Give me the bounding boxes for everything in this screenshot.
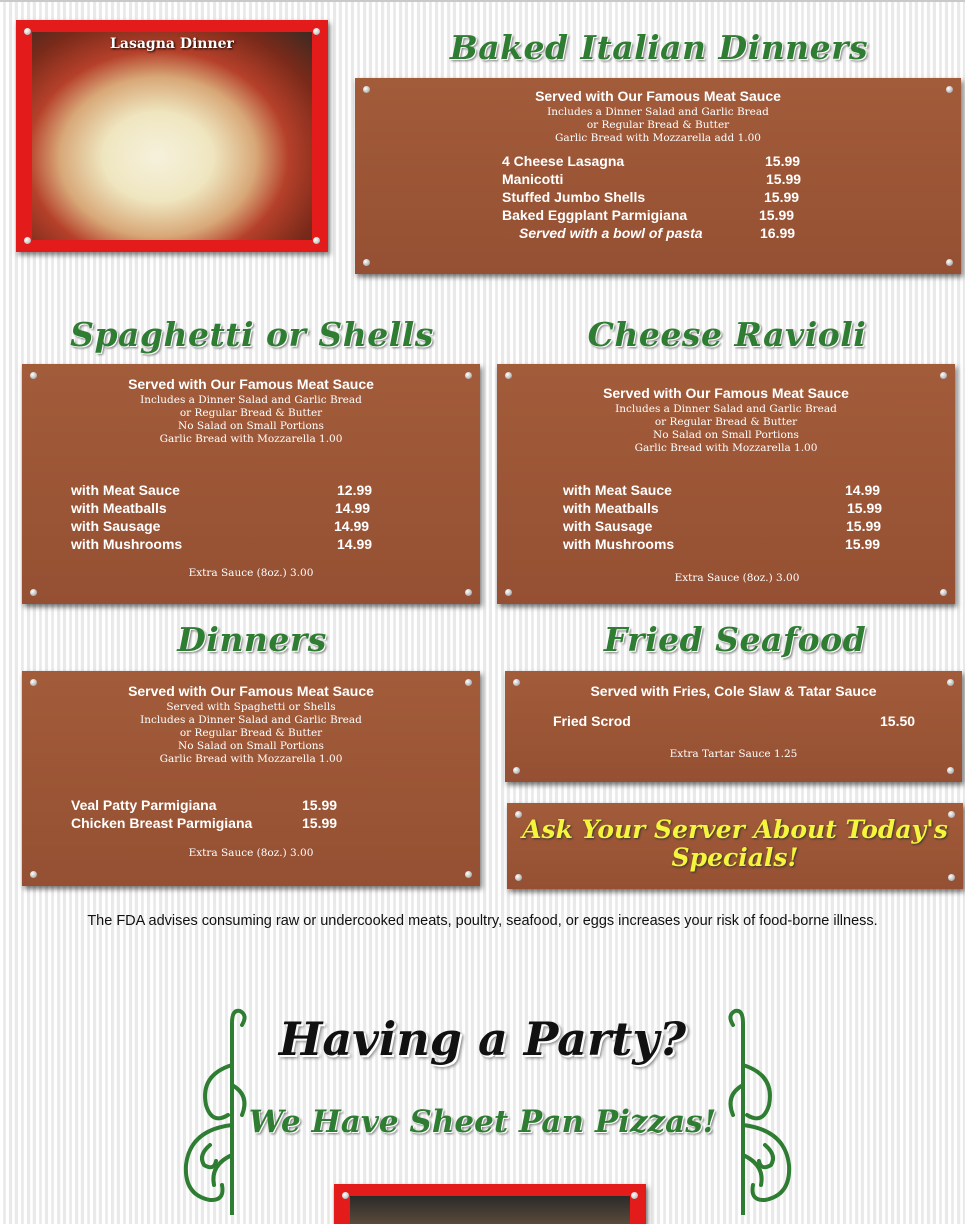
party-title: Having a Party?	[278, 1012, 687, 1066]
top-divider	[0, 0, 965, 2]
menu-item-price: 15.99	[302, 797, 338, 813]
pushpin-icon	[947, 767, 954, 774]
seafood-title: Fried Seafood	[603, 620, 867, 659]
pushpin-icon	[948, 874, 955, 881]
ravioli-note: or Regular Bread & Butter	[654, 416, 798, 428]
ravioli-note: Garlic Bread with Mozzarella 1.00	[634, 442, 818, 454]
menu-item-name: Fried Scrod	[553, 713, 631, 729]
baked-board	[355, 78, 961, 274]
menu-item-name: Veal Patty Parmigiana	[71, 797, 217, 813]
ravioli-extra: Extra Sauce (8oz.) 3.00	[674, 572, 800, 584]
menu-item-name: with Sausage	[71, 518, 161, 534]
baked-header: Served with Our Famous Meat Sauce	[535, 88, 781, 104]
spaghetti-extra: Extra Sauce (8oz.) 3.00	[188, 567, 314, 579]
photo-caption: Lasagna Dinner	[110, 36, 234, 52]
pushpin-icon	[30, 871, 37, 878]
specials-line1: Ask Your Server About Today's	[522, 815, 948, 844]
pushpin-icon	[30, 589, 37, 596]
ravioli-note: No Salad on Small Portions	[653, 429, 799, 441]
menu-item-name: Stuffed Jumbo Shells	[502, 189, 646, 205]
menu-item-price: 15.99	[302, 815, 338, 831]
menu-item-price: 14.99	[335, 500, 371, 516]
menu-item-price: 15.99	[845, 536, 881, 552]
pushpin-icon	[505, 589, 512, 596]
dinners-note: Garlic Bread with Mozzarella 1.00	[159, 753, 343, 765]
specials-board	[507, 803, 963, 889]
menu-item-name: with Sausage	[563, 518, 653, 534]
dinners-board	[22, 671, 480, 886]
pushpin-icon	[313, 237, 320, 244]
baked-title: Baked Italian Dinners	[449, 28, 869, 67]
pushpin-icon	[24, 237, 31, 244]
menu-item-price: 15.99	[766, 171, 802, 187]
dinners-title: Dinners	[177, 620, 327, 659]
dinners-extra: Extra Sauce (8oz.) 3.00	[188, 847, 314, 859]
menu-item-name: with Meatballs	[563, 500, 659, 516]
menu-item-price: 15.99	[764, 189, 800, 205]
lasagna-photo-frame	[16, 20, 328, 252]
seafood-extra: Extra Tartar Sauce 1.25	[669, 748, 798, 760]
baked-note: Garlic Bread with Mozzarella add 1.00	[555, 132, 761, 144]
pushpin-icon	[513, 767, 520, 774]
ravioli-title: Cheese Ravioli	[587, 315, 867, 354]
dinners-note: Includes a Dinner Salad and Garlic Bread	[140, 714, 362, 726]
baked-note: or Regular Bread & Butter	[586, 119, 730, 131]
ravioli-header: Served with Our Famous Meat Sauce	[603, 385, 849, 401]
pushpin-icon	[631, 1192, 638, 1199]
spaghetti-note: No Salad on Small Portions	[178, 420, 324, 432]
pushpin-icon	[505, 372, 512, 379]
menu-item-name: with Meat Sauce	[71, 482, 180, 498]
pushpin-icon	[946, 259, 953, 266]
menu-item-price: 16.99	[760, 225, 796, 241]
dinners-note: No Salad on Small Portions	[178, 740, 324, 752]
menu-item-name: with Meatballs	[71, 500, 167, 516]
menu-item-price: 15.99	[765, 153, 801, 169]
menu-item-price: 15.99	[847, 500, 883, 516]
pushpin-icon	[342, 1192, 349, 1199]
menu-item-name: with Meat Sauce	[563, 482, 672, 498]
ravioli-board	[497, 364, 955, 604]
pushpin-icon	[465, 589, 472, 596]
spaghetti-title: Spaghetti or Shells	[70, 315, 434, 354]
spaghetti-header: Served with Our Famous Meat Sauce	[128, 376, 374, 392]
menu-item-name: Baked Eggplant Parmigiana	[502, 207, 688, 223]
pushpin-icon	[465, 871, 472, 878]
fda-advisory: The FDA advises consuming raw or undercooked meats, poultry, seafood, or eggs increases your risk of food-borne illness.	[87, 913, 878, 929]
menu-item-name: Chicken Breast Parmigiana	[71, 815, 253, 831]
lasagna-photo	[32, 32, 312, 240]
pushpin-icon	[24, 28, 31, 35]
pushpin-icon	[940, 372, 947, 379]
spaghetti-board	[22, 364, 480, 604]
pizza-photo	[350, 1196, 630, 1224]
dinners-note: Served with Spaghetti or Shells	[166, 701, 336, 713]
menu-item-name: with Mushrooms	[563, 536, 675, 552]
party-subtitle: We Have Sheet Pan Pizzas!	[248, 1104, 717, 1140]
seafood-header: Served with Fries, Cole Slaw & Tatar Sauce	[590, 683, 877, 699]
spaghetti-note: or Regular Bread & Butter	[179, 407, 323, 419]
specials-line2: Specials!	[671, 843, 799, 872]
ravioli-note: Includes a Dinner Salad and Garlic Bread	[615, 403, 837, 415]
seafood-board	[505, 671, 962, 782]
menu-item-note: Served with a bowl of pasta	[519, 225, 703, 241]
menu-item-price: 15.50	[880, 713, 916, 729]
dinners-note: or Regular Bread & Butter	[179, 727, 323, 739]
menu-item-name: with Mushrooms	[71, 536, 183, 552]
dinners-header: Served with Our Famous Meat Sauce	[128, 683, 374, 699]
menu-item-price: 14.99	[337, 536, 373, 552]
menu-item-price: 12.99	[337, 482, 373, 498]
spaghetti-note: Garlic Bread with Mozzarella 1.00	[159, 433, 343, 445]
menu-item-price: 14.99	[334, 518, 370, 534]
menu-item-name: 4 Cheese Lasagna	[502, 153, 625, 169]
pushpin-icon	[363, 259, 370, 266]
baked-note: Includes a Dinner Salad and Garlic Bread	[547, 106, 769, 118]
spaghetti-note: Includes a Dinner Salad and Garlic Bread	[140, 394, 362, 406]
menu-item-name: Manicotti	[502, 171, 564, 187]
pizza-photo-frame	[334, 1184, 646, 1224]
menu-item-price: 15.99	[846, 518, 882, 534]
pushpin-icon	[313, 28, 320, 35]
pushpin-icon	[515, 874, 522, 881]
menu-item-price: 14.99	[845, 482, 881, 498]
menu-item-price: 15.99	[759, 207, 795, 223]
pushpin-icon	[940, 589, 947, 596]
